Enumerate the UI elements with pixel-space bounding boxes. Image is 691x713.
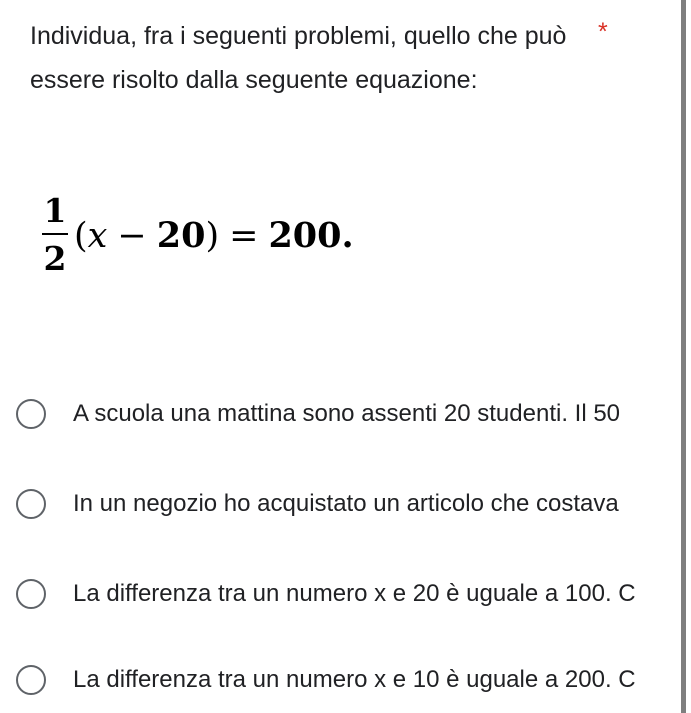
equation-close-paren: ) xyxy=(205,215,220,256)
equation-variable: x xyxy=(87,215,108,256)
question-title: Individua, fra i seguenti problemi, quello che può essere risolto dalla seguente equazione: xyxy=(30,22,567,94)
equation-minus: − xyxy=(117,215,147,256)
equation-fraction xyxy=(42,193,68,277)
fraction-bar xyxy=(42,233,68,235)
option-label: In un negozio ho acquistato un articolo che costava xyxy=(73,490,619,517)
required-asterisk: * xyxy=(598,18,608,46)
equation-equals: = xyxy=(229,215,259,256)
option-label: A scuola una mattina sono assenti 20 studenti. Il 50 xyxy=(73,400,621,427)
equation-expression xyxy=(74,215,354,256)
radio-button[interactable] xyxy=(16,489,46,519)
radio-button[interactable] xyxy=(16,579,46,609)
equation-number: 20 xyxy=(156,214,206,256)
option-2[interactable] xyxy=(16,482,680,526)
fraction-numerator: 1 xyxy=(43,191,67,230)
option-label: La differenza tra un numero x e 20 è uguale a 100. C xyxy=(73,580,636,607)
option-4[interactable] xyxy=(16,658,680,702)
equation-open-paren: ( xyxy=(74,215,88,256)
option-3[interactable] xyxy=(16,572,680,616)
fraction-denominator: 2 xyxy=(43,239,67,278)
equation xyxy=(42,180,354,290)
equation-result: 200. xyxy=(268,214,354,256)
option-label: La differenza tra un numero x e 10 è uguale a 200. C xyxy=(73,666,636,693)
card-edge-divider xyxy=(681,0,686,713)
option-1[interactable] xyxy=(16,392,680,436)
radio-button[interactable] xyxy=(16,665,46,695)
radio-button[interactable] xyxy=(16,399,46,429)
